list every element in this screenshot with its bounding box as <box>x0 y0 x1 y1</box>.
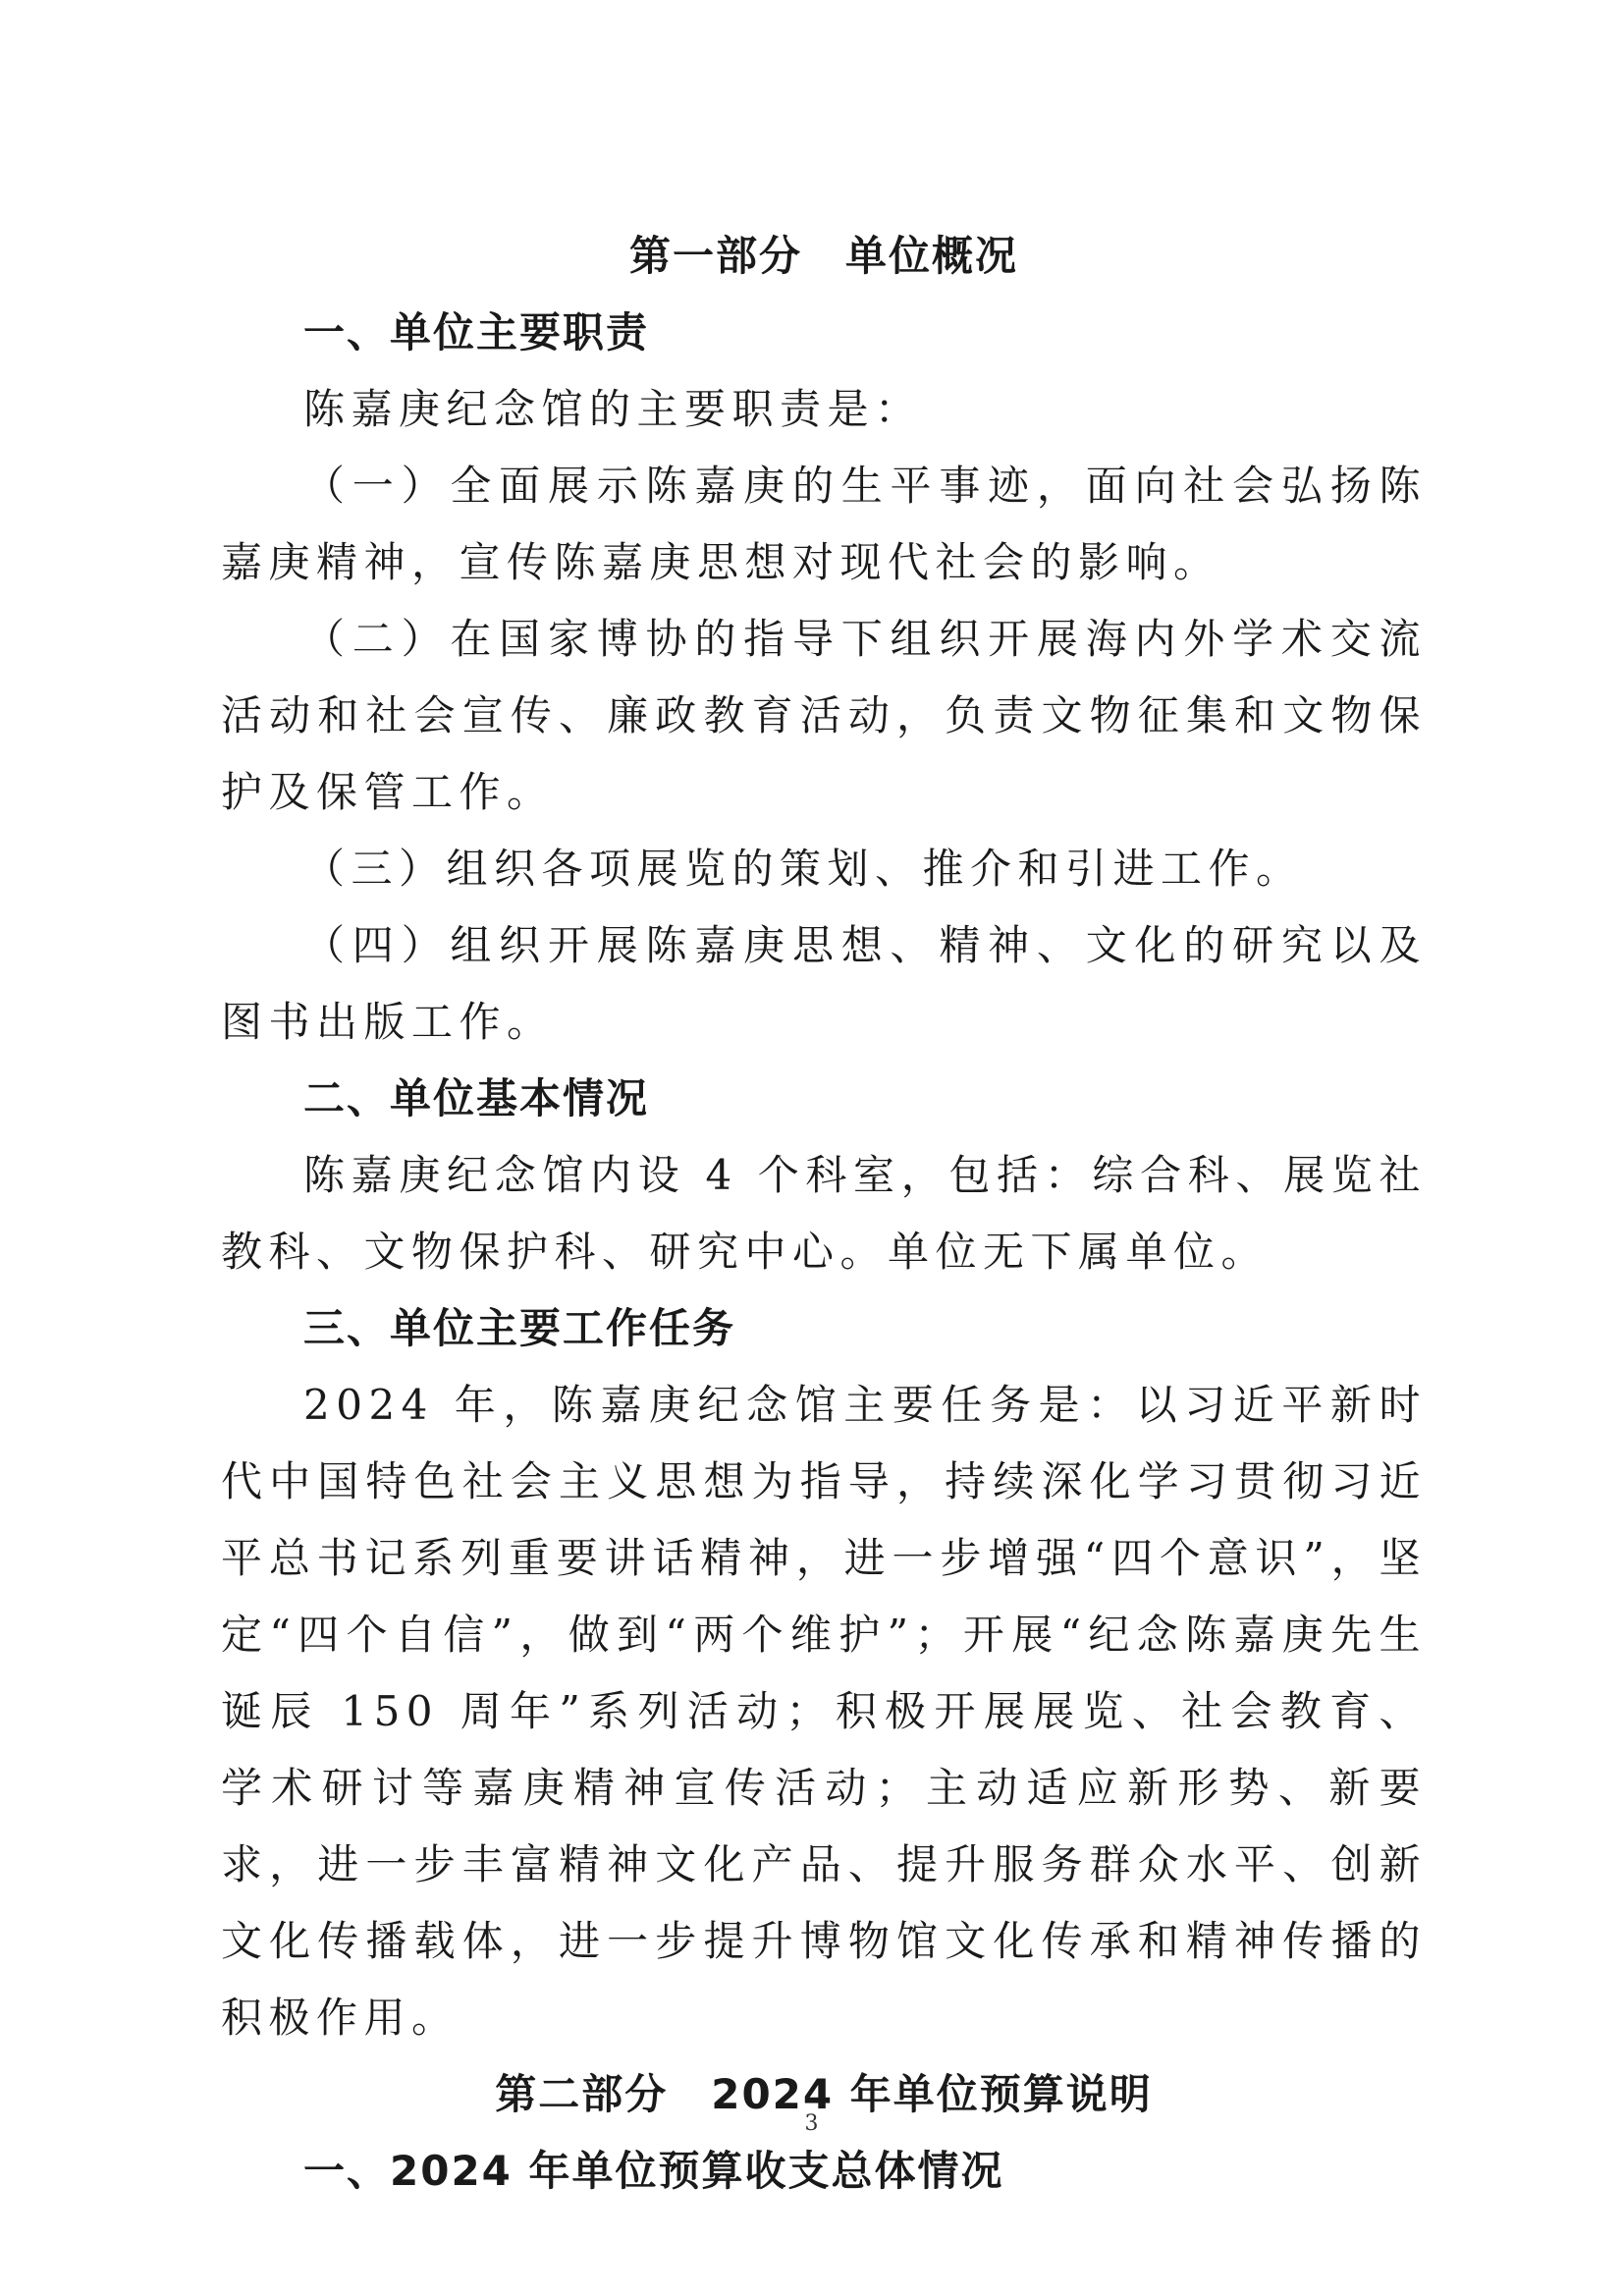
part2-title: 第二部分 2024 年单位预算说明 <box>495 2070 1153 2118</box>
section1-intro: 陈嘉庚纪念馆的主要职责是： <box>303 385 923 433</box>
duty-item-2: （二）在国家博协的指导下组织开展海内外学术交流活动和社会宣传、廉政教育活动，负责文物征集和文物保护及保管工作。 <box>221 615 1427 816</box>
section1-heading: 一、单位主要职责 <box>303 308 650 356</box>
duty-item-3: （三）组织各项展览的策划、推介和引进工作。 <box>303 845 1304 893</box>
section3-text: 2024 年，陈嘉庚纪念馆主要任务是：以习近平新时代中国特色社会主义思想为指导，持续深化学习贯彻习近平总书记系列重要讲话精神，进一步增强“四个意识”，坚定“四个自信”，做到“两个维护”；开展“纪念陈嘉庚先生诞辰 150 周年”系列活动；积极开展展览、社会教育、学术研讨等嘉庚精神宣传活动；主动适应新形势、新要求，进一步丰富精神文化产品、提升服务群众水平、创新文化传播载体，进一步提升博物馆文化传承和精神传播的积极作用。 <box>221 1381 1427 2042</box>
part2-section1-heading: 一、2024 年单位预算收支总体情况 <box>303 2147 1004 2195</box>
duty-item-1: （一）全面展示陈嘉庚的生平事迹，面向社会弘扬陈嘉庚精神，宣传陈嘉庚思想对现代社会的影响。 <box>221 462 1427 586</box>
page-number: 3 <box>804 2111 819 2136</box>
section2-text: 陈嘉庚纪念馆内设 4 个科室，包括：综合科、展览社教科、文物保护科、研究中心。单位无下属单位。 <box>221 1151 1427 1276</box>
page-content <box>221 218 1427 2210</box>
section3-heading: 三、单位主要工作任务 <box>303 1304 736 1352</box>
part1-title: 第一部分 单位概况 <box>628 232 1018 280</box>
duty-item-4: （四）组织开展陈嘉庚思想、精神、文化的研究以及图书出版工作。 <box>221 921 1427 1046</box>
section2-heading: 二、单位基本情况 <box>303 1074 650 1122</box>
